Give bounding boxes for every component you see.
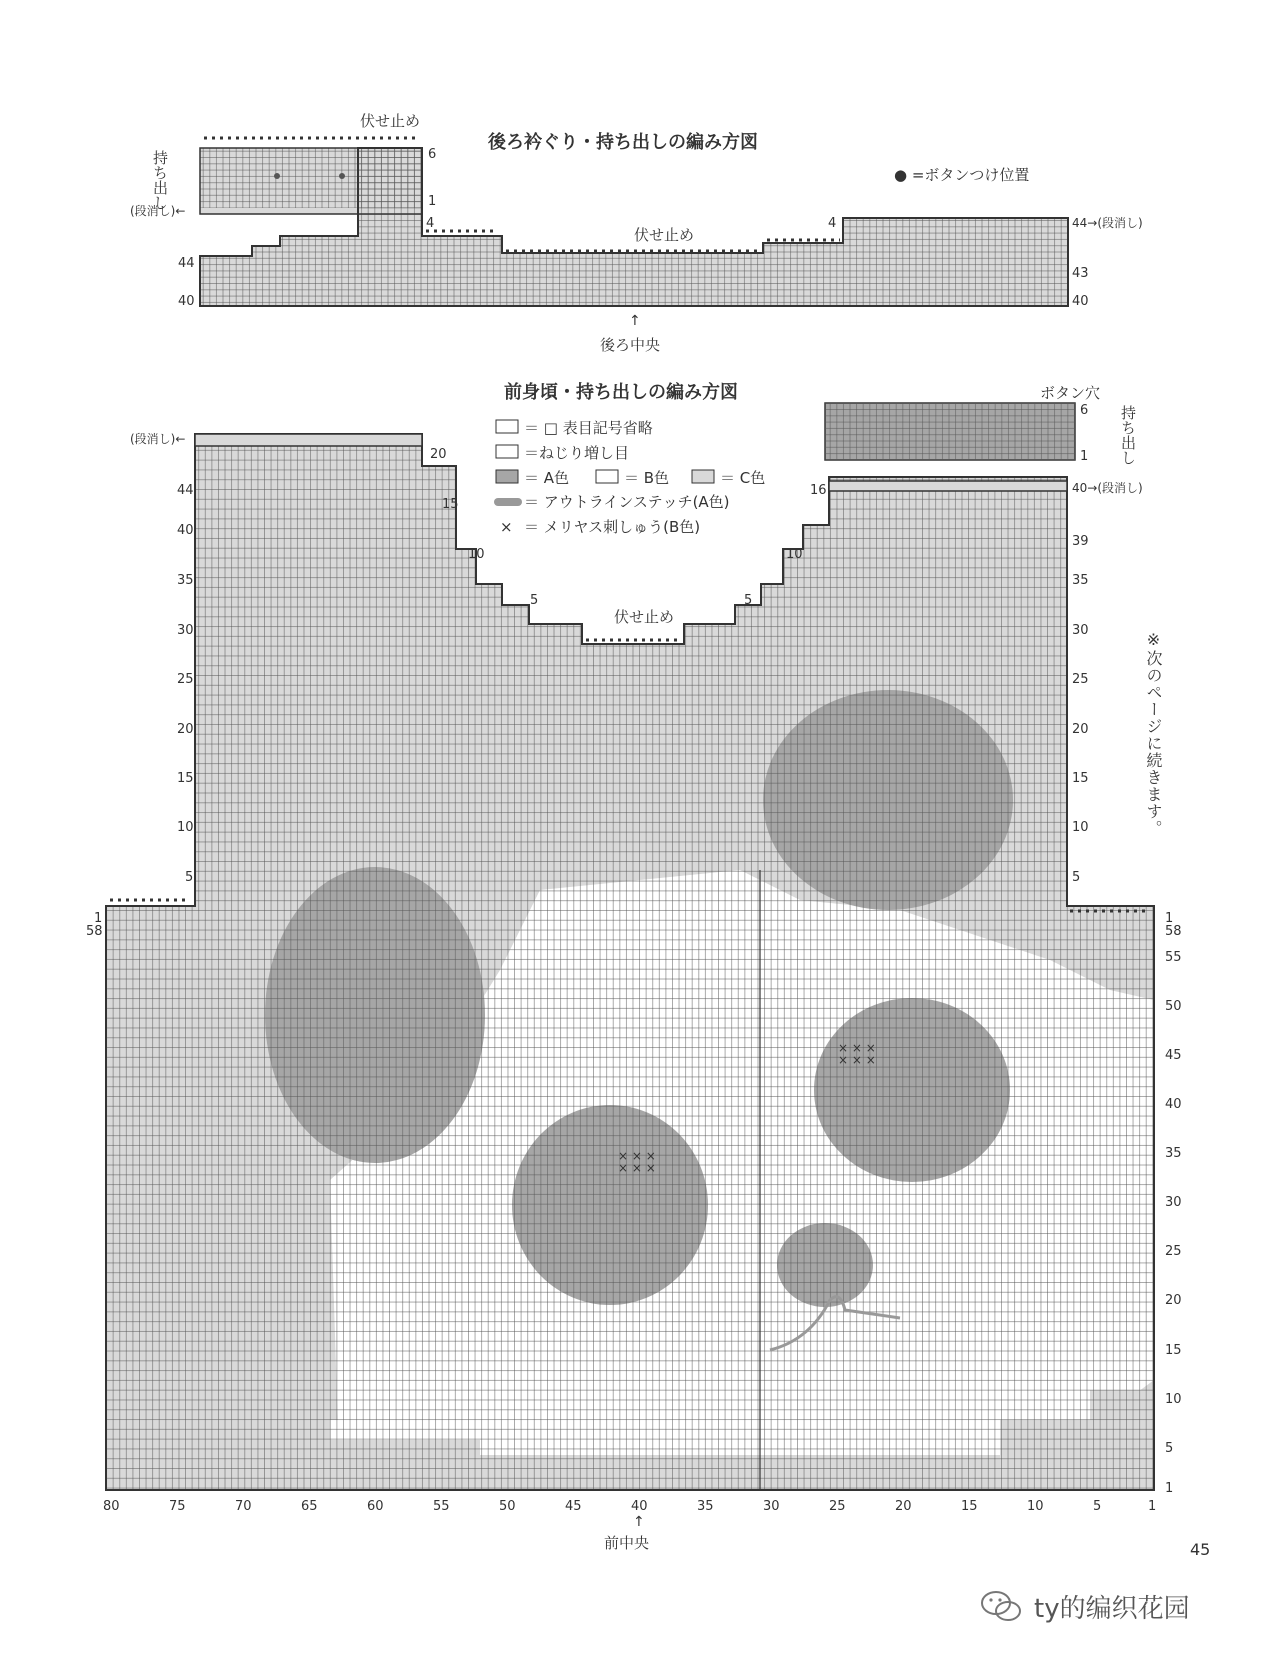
front-placket-row-6: 6 [1080, 403, 1089, 418]
front-placket-row-1: 1 [1080, 449, 1089, 464]
back-row-40-right: 40 [1072, 294, 1089, 309]
svg-text:× × ×: × × × [838, 1053, 876, 1067]
svg-text:35: 35 [1072, 573, 1089, 588]
svg-text:20: 20 [430, 447, 447, 462]
button-hole-label: ボタン穴 [1040, 384, 1101, 402]
back-placket-row-6: 6 [428, 147, 437, 162]
bind-off-label-top: 伏せ止め [360, 112, 421, 130]
button-legend: ● =ボタンつけ位置 [894, 166, 1030, 184]
back-row-43-right: 43 [1072, 266, 1089, 281]
svg-text:30: 30 [1072, 623, 1089, 638]
svg-text:55: 55 [433, 1499, 450, 1514]
svg-text:35: 35 [177, 573, 194, 588]
svg-text:20: 20 [1165, 1293, 1182, 1308]
back-side-label: 持ち出し [151, 150, 169, 210]
back-center-label: 後ろ中央 [600, 336, 661, 354]
svg-text:50: 50 [1165, 999, 1182, 1014]
page-number: 45 [1190, 1540, 1211, 1559]
legend-color-b: ＝ B色 [624, 469, 670, 487]
svg-text:20: 20 [177, 722, 194, 737]
front-bind-off-label: 伏せ止め [614, 608, 675, 626]
svg-text:30: 30 [177, 623, 194, 638]
svg-text:58: 58 [1165, 924, 1182, 939]
front-body-chart [86, 381, 1182, 1552]
svg-text:× × ×: × × × [618, 1161, 656, 1175]
watermark-text: ty的编织花园 [1034, 1594, 1190, 1624]
legend-color-a: ＝ A色 [524, 469, 570, 487]
svg-text:30: 30 [1165, 1195, 1182, 1210]
svg-text:10: 10 [468, 547, 485, 562]
svg-text:1: 1 [1165, 1481, 1174, 1496]
back-row-44-left: 44 [178, 256, 195, 271]
back-short-rows-right: 44→(段消し) [1072, 216, 1143, 230]
svg-text:1: 1 [94, 911, 103, 926]
svg-text:40: 40 [631, 1499, 648, 1514]
svg-text:80: 80 [103, 1499, 120, 1514]
continue-note: ※次のページに続きます。 [1144, 630, 1163, 837]
legend-color-c: ＝ C色 [720, 469, 766, 487]
svg-text:15: 15 [1072, 771, 1089, 786]
back-row-40-left: 40 [178, 294, 195, 309]
svg-text:45: 45 [1165, 1048, 1182, 1063]
back-neck-chart [130, 112, 1143, 354]
legend-twist-increase: ＝ねじり増し目 [524, 444, 630, 462]
svg-text:40: 40 [177, 523, 194, 538]
svg-text:25: 25 [177, 672, 194, 687]
svg-text:25: 25 [829, 1499, 846, 1514]
svg-text:5: 5 [185, 870, 194, 885]
legend [494, 419, 765, 536]
row-numbers-left [86, 483, 194, 939]
svg-text:10: 10 [1027, 1499, 1044, 1514]
legend-knit: ＝ □ 表目記号省略 [524, 419, 653, 437]
svg-text:15: 15 [177, 771, 194, 786]
svg-text:5: 5 [1072, 870, 1081, 885]
svg-text:45: 45 [565, 1499, 582, 1514]
svg-text:16: 16 [810, 483, 827, 498]
svg-text:× × ×: × × × [838, 1041, 876, 1055]
back-step-label-right: 4 [828, 216, 837, 231]
svg-text:× × ×: × × × [618, 1149, 656, 1163]
svg-text:5: 5 [1165, 1441, 1174, 1456]
svg-text:1: 1 [1165, 911, 1174, 926]
legend-cross-icon: × [500, 518, 513, 536]
front-short-rows-left: (段消し)← [130, 432, 186, 446]
watermark [980, 1588, 1190, 1625]
svg-text:55: 55 [1165, 950, 1182, 965]
front-chart-title: 前身頃・持ち出しの編み方図 [504, 382, 738, 403]
svg-text:39: 39 [1072, 534, 1089, 549]
svg-text:58: 58 [86, 924, 103, 939]
svg-text:20: 20 [895, 1499, 912, 1514]
front-side-label: 持ち出し [1119, 405, 1137, 465]
svg-text:40: 40 [1165, 1097, 1182, 1112]
svg-text:15: 15 [961, 1499, 978, 1514]
front-center-arrow: ↑ [633, 1514, 645, 1530]
back-placket-row-1: 1 [428, 194, 437, 209]
svg-text:5: 5 [1093, 1499, 1102, 1514]
svg-text:5: 5 [530, 593, 539, 608]
legend-cross-stitch: ＝ メリヤス刺しゅう(B色) [524, 518, 701, 536]
svg-text:15: 15 [442, 497, 459, 512]
svg-text:5: 5 [744, 593, 753, 608]
svg-text:10: 10 [1072, 820, 1089, 835]
button-mark-2 [339, 173, 345, 179]
svg-text:50: 50 [499, 1499, 516, 1514]
front-center-label: 前中央 [604, 1534, 650, 1552]
svg-text:10: 10 [177, 820, 194, 835]
svg-text:70: 70 [235, 1499, 252, 1514]
embroidery-cross-1 [618, 1149, 656, 1175]
bind-off-label-center: 伏せ止め [634, 226, 695, 244]
svg-text:25: 25 [1165, 1244, 1182, 1259]
legend-outline-stitch: ＝ アウトラインステッチ(A色) [524, 493, 730, 511]
stitch-numbers-bottom [103, 1499, 1156, 1514]
svg-text:35: 35 [1165, 1146, 1182, 1161]
svg-text:75: 75 [169, 1499, 186, 1514]
svg-text:15: 15 [1165, 1343, 1182, 1358]
back-chart-title: 後ろ衿ぐり・持ち出しの編み方図 [488, 132, 758, 153]
svg-text:25: 25 [1072, 672, 1089, 687]
embroidery-cross-2 [838, 1041, 876, 1067]
svg-text:30: 30 [763, 1499, 780, 1514]
svg-text:65: 65 [301, 1499, 318, 1514]
svg-text:60: 60 [367, 1499, 384, 1514]
back-center-arrow: ↑ [629, 313, 641, 329]
svg-text:10: 10 [786, 547, 803, 562]
back-step-label-left: 4 [426, 216, 435, 231]
button-mark-1 [274, 173, 280, 179]
wechat-icon [980, 1589, 1024, 1625]
svg-text:20: 20 [1072, 722, 1089, 737]
svg-text:44: 44 [177, 483, 194, 498]
back-short-rows-left: (段消し)← [130, 204, 186, 218]
svg-text:1: 1 [1148, 1499, 1157, 1514]
svg-text:10: 10 [1165, 1392, 1182, 1407]
front-short-rows-right: 40→(段消し) [1072, 481, 1143, 495]
svg-text:35: 35 [697, 1499, 714, 1514]
